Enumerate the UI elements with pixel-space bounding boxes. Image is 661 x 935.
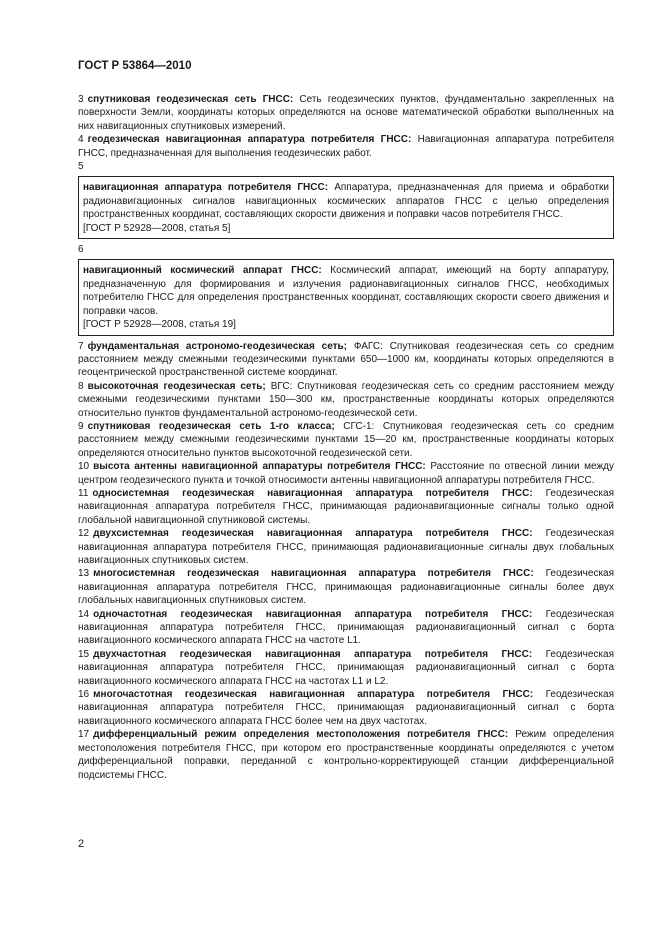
entry-number: 17 <box>78 729 90 741</box>
entry-number: 12 <box>78 528 90 540</box>
entry-term: высокоточная геодезическая сеть; <box>87 380 266 392</box>
term-entry-17 <box>78 728 614 782</box>
entry-definition: Космический аппарат, имеющий на борту аппаратуру, предназначенную для формирования и излучения радионавигационных сигналов ГНСС, необходимых потребителю ГНСС для определения пространственных координат, составляющих скорости своего движения и поправки часов. <box>83 265 609 317</box>
term-entry-15 <box>78 648 614 688</box>
entry-definition: ФАГС: Спутниковая геодезическая сеть со средним расстоянием между смежными геодезическими пунктами 650—1000 км, координаты которых определяются в геоцентрической пространственной системе координат. <box>78 340 614 379</box>
entry-term: фундаментальная астрономо-геодезическая сеть; <box>87 340 347 352</box>
term-entry-11 <box>78 487 614 527</box>
entry-reference: [ГОСТ Р 52928—2008, статья 19] <box>83 319 236 331</box>
entry-number: 11 <box>78 487 89 499</box>
term-entry-4 <box>78 133 614 160</box>
entry-term: спутниковая геодезическая сеть 1-го класса; <box>87 420 335 432</box>
entry-number-6: 6 <box>78 244 84 256</box>
entry-number: 7 <box>78 340 84 352</box>
entry-definition: Расстояние по отвесной линии между центром геодезического пункта и точкой относимости антенны навигационной аппаратуры потребителя ГНСС. <box>78 461 615 486</box>
entry-definition: Навигационная аппаратура потребителя ГНСС, предназначенная для выполнения геодезических работ. <box>78 134 614 159</box>
entry-definition: Геодезическая навигационная аппаратура потребителя ГНСС, принимающая радионавигационные сигналы только одной глобальной навигационной спутниковой системы. <box>78 487 614 526</box>
document-header: ГОСТ Р 53864—2010 <box>78 60 192 72</box>
term-entry-5 <box>83 181 609 221</box>
entry-number: 16 <box>78 689 90 701</box>
entry-term: геодезическая навигационная аппаратура потребителя ГНСС: <box>87 134 412 146</box>
document-page <box>78 60 614 782</box>
entry-definition: Геодезическая навигационная аппаратура потребителя ГНСС, принимающая радионавигационные сигналы двух глобальных навигационных спутниковых систем. <box>78 528 614 566</box>
entry-term: односистемная геодезическая навигационная аппаратура потребителя ГНСС: <box>92 487 533 499</box>
entry-term: высота антенны навигационной аппаратуры потребителя ГНСС: <box>93 461 426 473</box>
term-entry-10 <box>78 460 614 487</box>
entry-definition: СГС-1: Спутниковая геодезическая сеть со средним расстоянием между смежными геодезическими пунктами 15—20 км, пространственные координаты которых определяются относительно пунктов высокоточной геодезической сети. <box>78 420 614 459</box>
entry-term: спутниковая геодезическая сеть ГНСС: <box>87 94 294 105</box>
entry-number-5: 5 <box>78 161 84 173</box>
term-entry-12 <box>78 527 614 567</box>
term-entry-16 <box>78 688 614 728</box>
entry-term: многосистемная геодезическая навигационная аппаратура потребителя ГНСС: <box>93 568 534 580</box>
entry-definition: ВГС: Спутниковая геодезическая сеть со средним расстоянием между смежными геодезическими пунктами 150—300 км, пространственные координаты которых определяются относительно пунктов фундаментальной астрономо-геодезической сети. <box>78 380 614 419</box>
entry-number: 8 <box>78 380 84 392</box>
entry-definition: Аппаратура, предназначенная для приема и обработки радионавигационных сигналов навигационных космических аппаратов ГНСС с целью определения пространственных координат, составляющих скорости движения и поправки часов потребителя ГНСС. <box>83 182 609 221</box>
entry-number: 15 <box>78 648 90 660</box>
entry-number: 3 <box>78 94 84 105</box>
entry-number: 13 <box>78 568 90 580</box>
term-entry-3 <box>78 93 614 133</box>
entry-term: двухсистемная геодезическая навигационная аппаратура потребителя ГНСС: <box>93 528 533 540</box>
entry-term: двухчастотная геодезическая навигационная аппаратура потребителя ГНСС: <box>93 648 533 660</box>
entry-definition: Режим определения местоположения потребителя ГНСС, при котором его пространственные координаты определяются с учетом дифференциальной поправки, переданной с контрольно-корректирующей станции дифференциальной подсистемы ГНСС. <box>78 729 614 781</box>
entry-number: 9 <box>78 420 84 432</box>
entry-term: дифференциальный режим определения местоположения потребителя ГНСС: <box>93 729 509 741</box>
term-box-5 <box>78 176 614 239</box>
entry-number: 14 <box>78 608 90 620</box>
entry-definition: Геодезическая навигационная аппаратура потребителя ГНСС, принимающая радионавигационный сигнал с борта навигационного космического аппарата ГНСС на частотах L1 и L2. <box>78 648 614 687</box>
entry-term: навигационная аппаратура потребителя ГНСС: <box>83 182 329 194</box>
entry-definition: Геодезическая навигационная аппаратура потребителя ГНСС, принимающая радионавигационный сигнал с борта навигационного космического аппарата ГНСС более чем на двух частотах. <box>78 689 614 727</box>
term-entry-13 <box>78 567 614 607</box>
entry-number: 4 <box>78 134 84 146</box>
entry-definition: Сеть геодезических пунктов, фундаментально закрепленных на поверхности Земли, координаты которых определяются на основе математической обработки выполненных на них навигационных спутниковых измерений. <box>78 94 615 132</box>
term-box-6 <box>78 259 614 335</box>
entry-term: навигационный космический аппарат ГНСС: <box>83 265 322 277</box>
entry-reference: [ГОСТ Р 52928—2008, статья 5] <box>83 222 231 234</box>
term-entry-9 <box>78 420 614 460</box>
entry-term: одночастотная геодезическая навигационная аппаратура потребителя ГНСС: <box>93 608 533 620</box>
page-number: 2 <box>78 838 85 850</box>
term-entry-7 <box>78 340 614 380</box>
term-entry-8 <box>78 380 614 420</box>
term-entry-6 <box>83 264 609 318</box>
term-entry-14 <box>78 608 614 648</box>
entry-definition: Геодезическая навигационная аппаратура потребителя ГНСС, принимающая радионавигационный сигнал с борта навигационного космического аппарата ГНСС на частоте L1. <box>78 608 615 647</box>
entry-number: 10 <box>78 461 90 473</box>
entry-term: многочастотная геодезическая навигационная аппаратура потребителя ГНСС: <box>93 689 534 701</box>
entry-definition: Геодезическая навигационная аппаратура потребителя ГНСС, принимающая радионавигационные сигналы более двух глобальных навигационных спутниковых систем. <box>78 568 615 607</box>
